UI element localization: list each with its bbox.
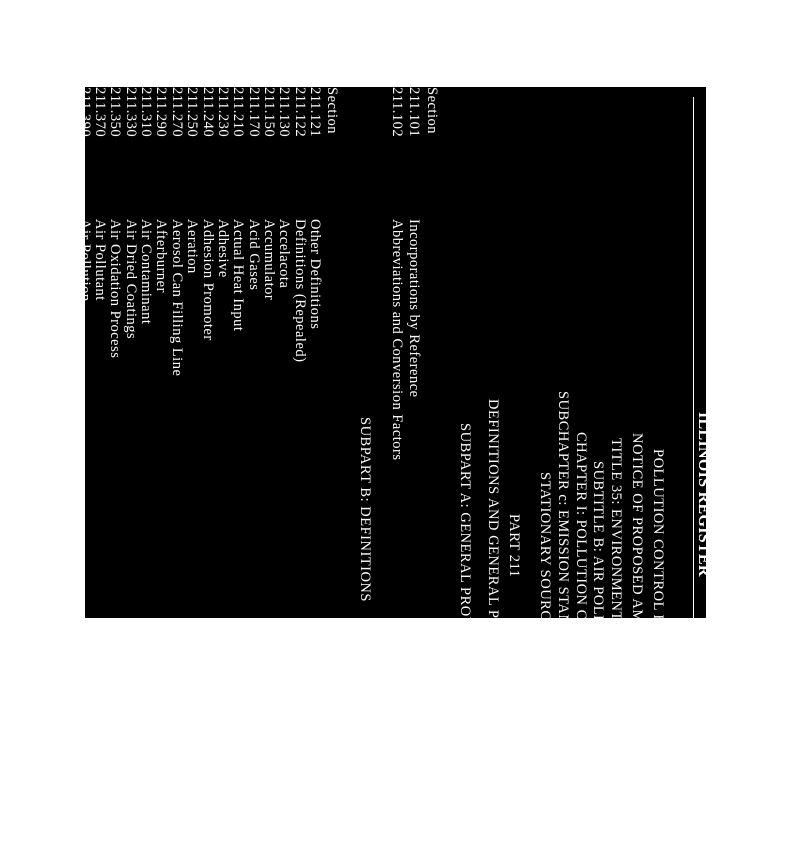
running-head: ILLINOIS REGISTER <box>695 412 712 577</box>
section-number <box>0 87 1 137</box>
section-title: Adhesive <box>214 219 231 278</box>
section-title: Adhesion Promoter <box>199 219 216 341</box>
section-title: Actual Heat Input <box>230 219 247 332</box>
section-number: 211.410 <box>61 87 78 138</box>
section-number: 211.370 <box>92 87 109 138</box>
section-number: 211.122 <box>291 87 308 138</box>
header-rule <box>693 97 694 627</box>
part-title: DEFINITIONS AND GENERAL PROVISIONS <box>485 399 501 701</box>
section-number: 211.121 <box>307 87 323 138</box>
section-number: 211.330 <box>122 87 139 138</box>
section-title: Air Pollutant <box>92 219 109 301</box>
section-title: Alcohol <box>0 219 16 270</box>
subchapter-heading-cont: STATIONARY SOURCES <box>537 472 553 639</box>
section-number: 211.430 <box>46 87 63 138</box>
section-number: 211.210 <box>230 87 247 138</box>
section-title: Other Definitions <box>307 219 323 330</box>
section-title: Air Oxidation Process <box>107 219 124 359</box>
section-number: 211.450 <box>30 87 47 138</box>
section-number: 211.150 <box>260 87 277 138</box>
section-number: 211.170 <box>245 87 262 138</box>
section-title: Definitions (Repealed) <box>291 219 308 363</box>
section-title: Accelacota <box>276 219 293 289</box>
subtitle-heading: SUBTITLE B: AIR POLLUTION <box>590 461 606 673</box>
section-number: 211.130 <box>276 87 293 138</box>
section-number: 211.474 <box>0 87 16 138</box>
chapter-heading: CHAPTER I: POLLUTION CONTROL BOARD <box>573 432 589 739</box>
section-number: 211.102 <box>389 87 405 138</box>
part-number: PART 211 <box>506 514 522 578</box>
section-title: Air Dried Coatings <box>122 219 139 340</box>
section-number: 211.230 <box>214 87 231 138</box>
notice-heading: NOTICE OF PROPOSED AMENDMENTS <box>629 433 645 706</box>
board-heading: POLLUTION CONTROL BOARD <box>650 449 666 668</box>
section-title: Air Assisted Airless Spray <box>15 219 32 385</box>
section-number: 211.290 <box>153 87 170 138</box>
section-number: 211.250 <box>184 87 201 138</box>
section-title: Abbreviations and Conversion Factors <box>389 219 405 461</box>
section-number: 211.270 <box>168 87 185 138</box>
section-title: Aeration <box>184 219 201 274</box>
section-title: Incorporations by Reference <box>406 219 422 398</box>
subpart-b-heading: SUBPART B: DEFINITIONS <box>357 417 373 602</box>
section-number: 211.350 <box>107 87 124 138</box>
document-page <box>0 87 712 847</box>
subchapter-heading: SUBCHAPTER c: EMISSION STANDARDS AND LIMITATIONS FOR <box>555 391 571 847</box>
rotated-content <box>0 87 712 847</box>
section-number: 211.470 <box>15 87 32 138</box>
section-title: Aerosol Can Filling Line <box>168 219 185 377</box>
subpart-b-section-label: Section <box>324 87 340 134</box>
section-title: Accumulator <box>260 219 277 301</box>
section-title: Air Pollution <box>76 219 93 302</box>
section-title: Airless Spray <box>30 219 47 305</box>
section-number: 211.101 <box>406 87 422 138</box>
section-title: Air Pollution Control Equipment <box>61 219 78 426</box>
title-heading: TITLE 35: ENVIRONMENTAL PROTECTION <box>608 438 624 739</box>
section-title: Air Suspension Coater/Dryer <box>46 219 63 402</box>
subpart-a-section-label: Section <box>424 87 440 134</box>
section-number: 211.390 <box>76 87 93 138</box>
section-title: Acid Gases <box>245 219 262 291</box>
subpart-a-heading: SUBPART A: GENERAL PROVISIONS <box>457 423 473 678</box>
section-title: Air Contaminant <box>138 219 155 325</box>
section-number: 211.240 <box>199 87 216 138</box>
section-title: Afterburner <box>153 219 170 293</box>
section-number: 211.310 <box>138 87 155 138</box>
section-title <box>0 219 1 286</box>
